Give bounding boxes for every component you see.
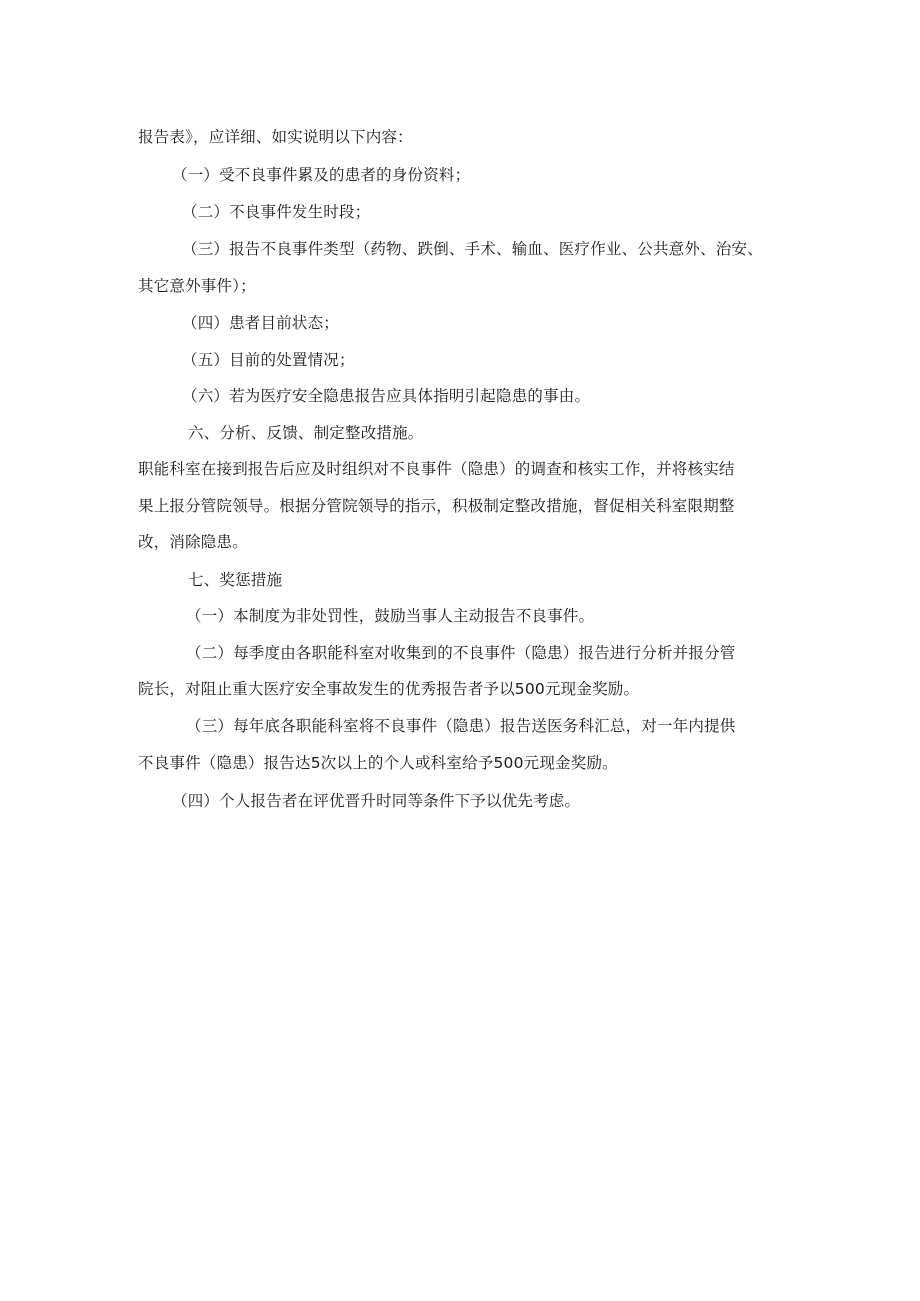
text-line-reward-2-cont: 院长，对阻止重大医疗安全事故发生的优秀报告者予以500元现金奖励。 bbox=[138, 680, 640, 698]
text-line-analysis-3: 改，消除隐患。 bbox=[138, 533, 248, 551]
text-line-reward-3-cont: 不良事件（隐患）报告达5次以上的个人或科室给予500元现金奖励。 bbox=[138, 754, 618, 772]
text-line-reward-2: （二）每季度由各职能科室对收集到的不良事件（隐患）报告进行分析并报分管 bbox=[186, 644, 736, 662]
text-line-item-6: （六）若为医疗安全隐患报告应具体指明引起隐患的事由。 bbox=[182, 387, 591, 405]
text-line-item-3-cont: 其它意外事件）； bbox=[138, 277, 256, 295]
text-line-item-5: （五）目前的处置情况； bbox=[182, 351, 355, 369]
text-line-item-2: （二）不良事件发生时段； bbox=[182, 203, 371, 221]
section-heading-rewards: 七、奖惩措施 bbox=[188, 571, 283, 589]
section-heading-analysis: 六、分析、反馈、制定整改措施。 bbox=[188, 424, 424, 442]
text-line-item-1: （一）受不良事件累及的患者的身份资料； bbox=[172, 166, 471, 184]
text-line-item-4: （四）患者目前状态； bbox=[182, 314, 340, 332]
text-line-reward-4: （四）个人报告者在评优晋升时同等条件下予以优先考虑。 bbox=[172, 792, 581, 810]
text-line-reward-3: （三）每年底各职能科室将不良事件（隐患）报告送医务科汇总，对一年内提供 bbox=[186, 717, 736, 735]
text-line-analysis-2: 果上报分管院领导。根据分管院领导的指示，积极制定整改措施，督促相关科室限期整 bbox=[138, 497, 735, 515]
text-line-analysis-1: 职能科室在接到报告后应及时组织对不良事件（隐患）的调查和核实工作，并将核实结 bbox=[138, 460, 735, 478]
text-line-reward-1: （一）本制度为非处罚性，鼓励当事人主动报告不良事件。 bbox=[186, 607, 595, 625]
text-line-report-form-intro: 报告表》，应详细、如实说明以下内容： bbox=[138, 128, 413, 146]
text-line-item-3: （三）报告不良事件类型（药物、跌倒、手术、输血、医疗作业、公共意外、治安、 bbox=[182, 240, 763, 258]
